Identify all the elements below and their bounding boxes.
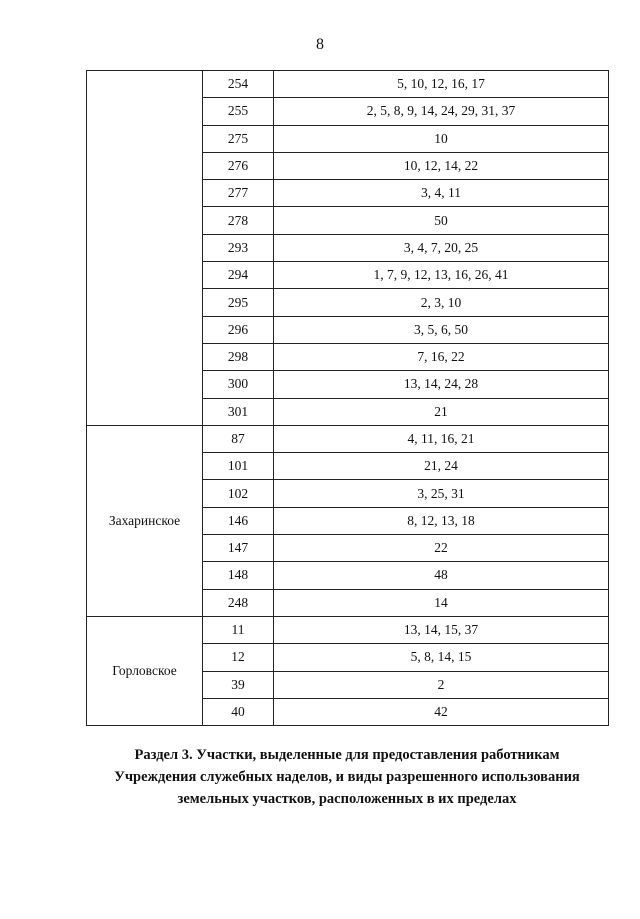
plots-cell: 22 — [274, 535, 609, 562]
quarter-cell: 277 — [203, 180, 274, 207]
section-heading-line-2: Учреждения служебных наделов, и виды разрешенного использования — [114, 769, 580, 785]
plots-cell: 48 — [274, 562, 609, 589]
quarter-cell: 295 — [203, 289, 274, 316]
land-plots-table — [86, 70, 609, 726]
quarter-cell: 39 — [203, 671, 274, 698]
quarter-cell: 146 — [203, 507, 274, 534]
page-number: 8 — [316, 36, 324, 53]
quarter-cell: 147 — [203, 535, 274, 562]
quarter-cell: 102 — [203, 480, 274, 507]
quarter-cell: 298 — [203, 343, 274, 370]
quarter-cell: 300 — [203, 371, 274, 398]
plots-cell: 4, 11, 16, 21 — [274, 425, 609, 452]
plots-cell: 3, 4, 11 — [274, 180, 609, 207]
quarter-cell: 294 — [203, 262, 274, 289]
quarter-cell: 254 — [203, 71, 274, 98]
plots-cell: 3, 4, 7, 20, 25 — [274, 234, 609, 261]
quarter-cell: 12 — [203, 644, 274, 671]
plots-cell: 21, 24 — [274, 453, 609, 480]
plots-cell: 1, 7, 9, 12, 13, 16, 26, 41 — [274, 262, 609, 289]
quarter-cell: 248 — [203, 589, 274, 616]
quarter-cell: 255 — [203, 98, 274, 125]
plots-cell: 10, 12, 14, 22 — [274, 152, 609, 179]
plots-cell: 13, 14, 24, 28 — [274, 371, 609, 398]
plots-cell: 3, 25, 31 — [274, 480, 609, 507]
plots-cell: 5, 10, 12, 16, 17 — [274, 71, 609, 98]
table-body — [87, 71, 609, 726]
plots-cell: 8, 12, 13, 18 — [274, 507, 609, 534]
quarter-cell: 293 — [203, 234, 274, 261]
quarter-cell: 101 — [203, 453, 274, 480]
plots-cell: 2, 5, 8, 9, 14, 24, 29, 31, 37 — [274, 98, 609, 125]
plots-cell: 10 — [274, 125, 609, 152]
district-cell: Захаринское — [87, 425, 203, 616]
section-heading-line-1: Раздел 3. Участки, выделенные для предоставления работникам — [134, 747, 560, 763]
table-row — [87, 425, 609, 452]
plots-cell: 2, 3, 10 — [274, 289, 609, 316]
plots-cell: 14 — [274, 589, 609, 616]
plots-cell: 2 — [274, 671, 609, 698]
plots-cell: 13, 14, 15, 37 — [274, 616, 609, 643]
plots-cell: 42 — [274, 698, 609, 725]
quarter-cell: 11 — [203, 616, 274, 643]
quarter-cell: 40 — [203, 698, 274, 725]
plots-cell: 5, 8, 14, 15 — [274, 644, 609, 671]
plots-cell: 21 — [274, 398, 609, 425]
plots-cell: 3, 5, 6, 50 — [274, 316, 609, 343]
district-cell — [87, 71, 203, 426]
plots-cell: 7, 16, 22 — [274, 343, 609, 370]
table-row — [87, 71, 609, 98]
quarter-cell: 148 — [203, 562, 274, 589]
table-row — [87, 616, 609, 643]
district-cell: Горловское — [87, 616, 203, 725]
quarter-cell: 87 — [203, 425, 274, 452]
quarter-cell: 296 — [203, 316, 274, 343]
quarter-cell: 275 — [203, 125, 274, 152]
quarter-cell: 278 — [203, 207, 274, 234]
plots-cell: 50 — [274, 207, 609, 234]
quarter-cell: 301 — [203, 398, 274, 425]
section-heading-line-3: земельных участков, расположенных в их пределах — [177, 791, 517, 807]
quarter-cell: 276 — [203, 152, 274, 179]
section-heading — [86, 744, 608, 810]
